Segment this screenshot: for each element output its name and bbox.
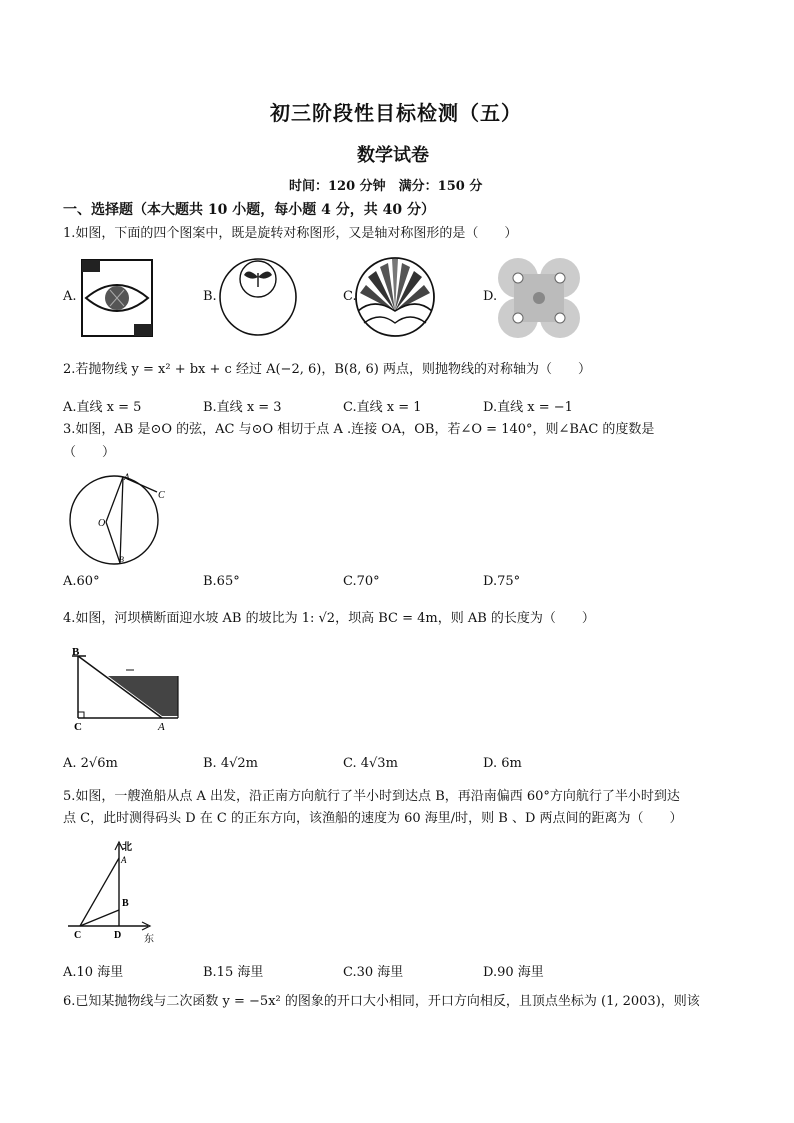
q3-option-d: D.75° [483, 574, 521, 589]
q5-label-east: 东 [144, 934, 154, 945]
question-4-stem: 4.如图，河坝横断面迎水坡 AB 的坡比为 1: √2，坝高 BC = 4m，则 AB 的长度为（ ） [63, 611, 595, 626]
q5-label-north: 北 [122, 842, 132, 853]
exam-subtitle: 数学试卷 [357, 145, 429, 166]
question-1-stem: 1.如图，下面的四个图案中，既是旋转对称图形，又是轴对称图形的是（ ） [63, 226, 518, 241]
exam-title: 初三阶段性目标检测（五） [270, 101, 522, 125]
q3-figure-circle [62, 470, 172, 566]
question-6-stem: 6.已知某抛物线与二次函数 y = −5x² 的图象的开口大小相同，开口方向相反，且顶点坐标为 (1, 2003)，则该 [63, 994, 700, 1009]
q3-option-b: B.65° [203, 574, 240, 589]
q5-label-d: D [114, 930, 122, 941]
q2-option-d: D.直线 x = −1 [483, 400, 573, 415]
q4-option-d: D. 6m [483, 756, 522, 771]
q4-label-a: A [158, 721, 165, 732]
q4-label-c: C [74, 721, 82, 732]
question-5-stem: 5.如图，一艘渔船从点 A 出发，沿正南方向航行了半小时到达点 B，再沿南偏西 60°方向航行了半小时到达 [63, 789, 680, 804]
q2-option-c: C.直线 x = 1 [343, 400, 422, 415]
question-5-stem-cont: 点 C，此时测得码头 D 在 C 的正东方向，该渔船的速度为 60 海里/时，则 B 、D 两点间的距离为（ ） [63, 811, 683, 826]
q5-option-c: C.30 海里 [343, 965, 404, 980]
q2-option-b: B.直线 x = 3 [203, 400, 282, 415]
question-3-stem-cont: （ ） [63, 445, 116, 460]
q4-label-b: B [72, 646, 80, 658]
exam-info: 时间：120 分钟 满分：150 分 [289, 179, 483, 194]
q5-label-a: A [121, 855, 127, 865]
q2-option-a: A.直线 x = 5 [63, 400, 142, 415]
q4-option-a: A. 2√6m [63, 756, 118, 771]
section-heading: 一、选择题（本大题共 10 小题，每小题 4 分，共 40 分） [63, 202, 435, 218]
q3-label-a: A [124, 472, 130, 482]
question-2-stem: 2.若抛物线 y = x² + bx + c 经过 A(−2, 6)，B(8, 6) 两点，则抛物线的对称轴为（ ） [63, 362, 591, 377]
q1-option-b: B. [203, 289, 217, 304]
q3-label-c: C [158, 490, 165, 501]
q4-figure-dam [68, 646, 184, 732]
question-3-stem: 3.如图，AB 是⊙O 的弦，AC 与⊙O 相切于点 A .连接 OA，OB，若∠O = 140°，则∠BAC 的度数是 [63, 422, 655, 437]
q3-label-b: B [119, 555, 124, 564]
q1-figure-b [218, 255, 298, 339]
q1-option-a: A. [63, 289, 77, 304]
q1-option-c: C. [343, 289, 357, 304]
q3-option-a: A.60° [63, 574, 100, 589]
q5-label-b: B [122, 898, 129, 909]
q1-figure-d [496, 256, 582, 340]
q1-figure-c [354, 255, 436, 339]
q4-option-b: B. 4√2m [203, 756, 258, 771]
q5-figure-navigation [64, 838, 160, 946]
q3-label-o: O [98, 518, 106, 529]
q1-option-d: D. [483, 289, 498, 304]
q5-label-c: C [74, 930, 82, 941]
q5-option-d: D.90 海里 [483, 965, 544, 980]
q1-figure-a [80, 258, 154, 338]
q4-option-c: C. 4√3m [343, 756, 398, 771]
q5-option-a: A.10 海里 [63, 965, 124, 980]
q5-option-b: B.15 海里 [203, 965, 264, 980]
q3-option-c: C.70° [343, 574, 380, 589]
